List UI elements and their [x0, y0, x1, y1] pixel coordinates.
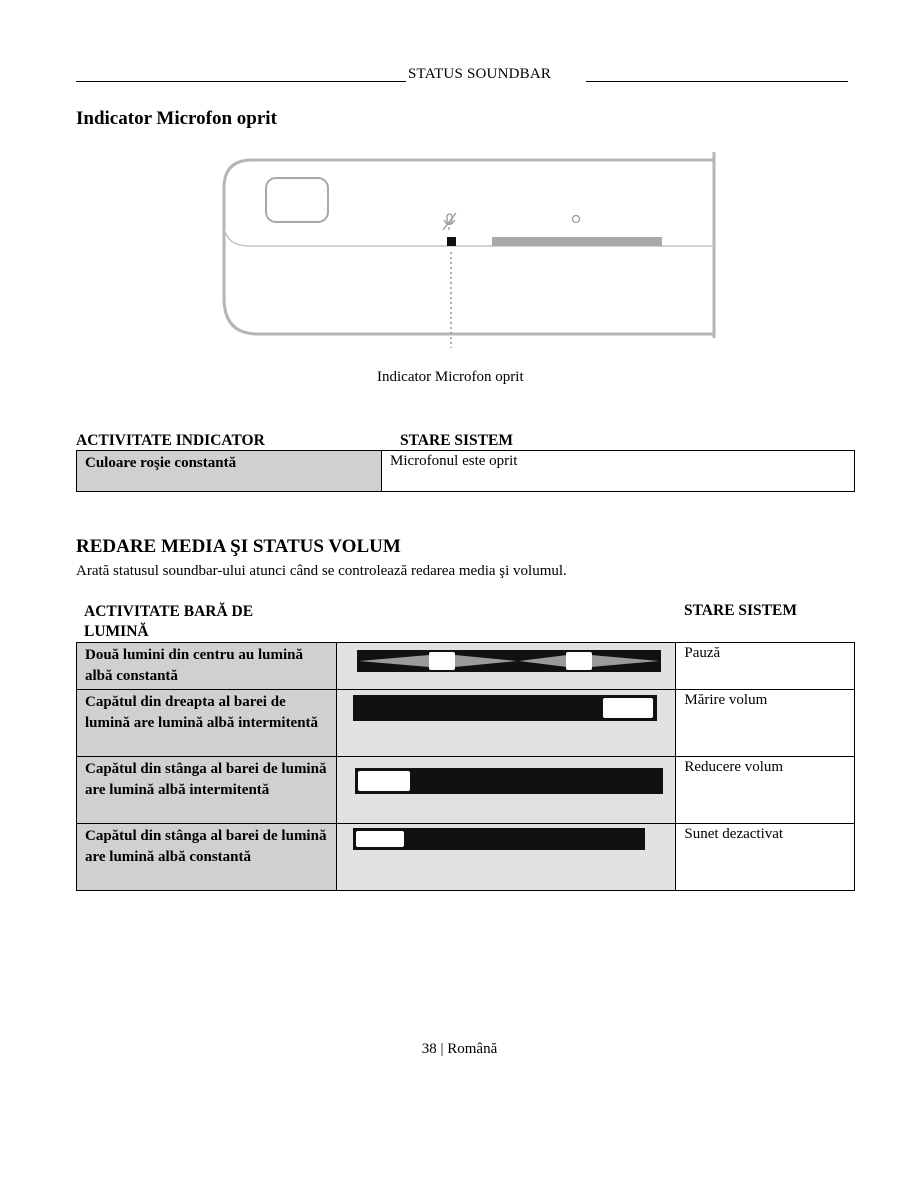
light-bar-segment	[492, 237, 662, 246]
state-cell: Pauză	[676, 643, 855, 690]
activity-cell: Culoare roşie constantă	[77, 451, 382, 492]
table-row	[77, 451, 855, 492]
activity-cell: Capătul din dreapta al barei de lumină are lumină albă intermitentă	[77, 690, 337, 757]
pause-light-bar-icon	[337, 643, 676, 690]
activity-cell: Capătul din stânga al barei de lumină are lumină albă intermitentă	[77, 757, 337, 824]
soundbar-touch-panel	[266, 178, 328, 222]
media-table-col-state: STARE SISTEM	[684, 602, 797, 619]
media-status-table	[76, 642, 855, 891]
illustration-caption: Indicator Microfon oprit	[377, 369, 524, 385]
table-row	[77, 757, 855, 824]
volume-down-light-bar-icon	[337, 757, 676, 824]
mic-table-col-activity: ACTIVITATE INDICATOR	[76, 432, 265, 449]
soundbar-illustration	[218, 148, 718, 348]
state-cell: Mărire volum	[676, 690, 855, 757]
volume-up-light-bar-icon	[337, 690, 676, 757]
media-table-col-activity: ACTIVITATE BARĂ DE LUMINĂ	[84, 603, 254, 640]
activity-cell: Capătul din stânga al barei de lumină are lumină albă constantă	[77, 824, 337, 891]
table-row	[77, 824, 855, 891]
action-button-icon	[573, 216, 580, 223]
state-cell: Reducere volum	[676, 757, 855, 824]
table-row	[77, 690, 855, 757]
light-bar-mic-indicator	[447, 237, 456, 246]
media-section-description: Arată statusul soundbar-ului atunci când se controlează redarea media şi volumul.	[76, 563, 567, 579]
mic-table-col-state: STARE SISTEM	[400, 432, 513, 449]
media-section-heading: REDARE MEDIA ŞI STATUS VOLUM	[76, 536, 401, 557]
state-cell: Sunet dezactivat	[676, 824, 855, 891]
table-row	[77, 643, 855, 690]
page-header	[76, 64, 848, 84]
mic-status-table	[76, 450, 855, 492]
mic-section-heading: Indicator Microfon oprit	[76, 108, 277, 129]
mute-light-bar-icon	[337, 824, 676, 891]
activity-cell: Două lumini din centru au lumină albă constantă	[77, 643, 337, 690]
state-cell: Microfonul este oprit	[382, 451, 855, 492]
mic-off-icon	[443, 213, 456, 230]
header-rule-left	[76, 81, 406, 82]
page-footer: 38 | Română	[421, 1041, 498, 1057]
header-rule-right	[586, 81, 848, 82]
header-title: STATUS SOUNDBAR	[408, 66, 552, 82]
